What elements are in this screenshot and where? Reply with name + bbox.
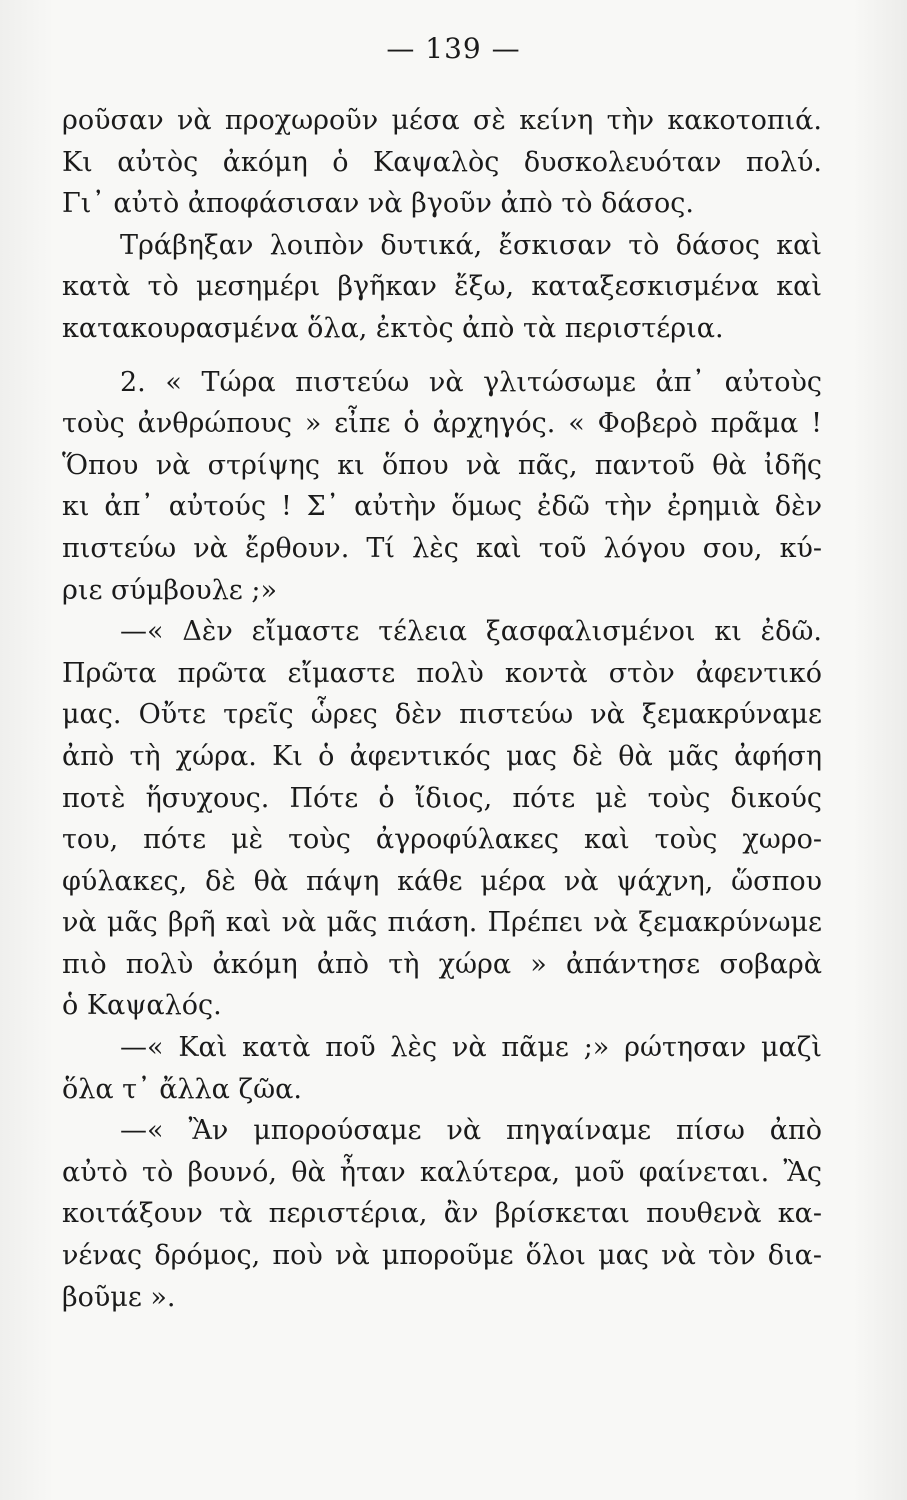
- text-line: Ὅπου νὰ στρίψης κι ὅπου νὰ πᾶς, παντοῦ θὰ ἰδῆς: [62, 449, 822, 481]
- text-line: 2. « Τώρα πιστεύω νὰ γλιτώσωμε ἀπ᾽ αὐτοὺς: [120, 366, 822, 398]
- text-line: ὅλα τ᾽ ἄλλα ζῶα.: [62, 1073, 302, 1105]
- text-line: ροῦσαν νὰ προχωροῦν μέσα σὲ κείνη τὴν κακοτοπιά.: [62, 105, 822, 136]
- text-line: —« Ἂν μπορούσαμε νὰ πηγαίναμε πίσω ἀπὸ: [120, 1115, 822, 1147]
- text-line: αὐτὸ τὸ βουνό, θὰ ἦταν καλύτερα, μοῦ φαίνεται. Ἂς: [62, 1156, 822, 1188]
- text-line: πιστεύω νὰ ἔρθουν. Τί λὲς καὶ τοῦ λόγου σου, κύ-: [62, 532, 822, 564]
- text-line: —« Καὶ κατὰ ποῦ λὲς νὰ πᾶμε ;» ρώτησαν μαζὶ: [120, 1032, 822, 1064]
- text-line: βοῦμε ».: [62, 1281, 176, 1313]
- text-line: ριε σύμβουλε ;»: [62, 574, 277, 606]
- text-line: κοιτάξουν τὰ περιστέρια, ἂν βρίσκεται πουθενὰ κα-: [62, 1198, 822, 1230]
- text-line: κι ἀπ᾽ αὐτούς ! Σ᾽ αὐτὴν ὅμως ἐδῶ τὴν ἐρημιὰ δὲν: [62, 491, 822, 523]
- text-line: Τράβηξαν λοιπὸν δυτικά, ἔσκισαν τὸ δάσος καὶ: [120, 229, 822, 261]
- text-line: κατακουρασμένα ὅλα, ἐκτὸς ἀπὸ τὰ περιστέρια.: [62, 312, 724, 344]
- text-line: Πρῶτα πρῶτα εἴμαστε πολὺ κοντὰ στὸν ἀφεντικό: [62, 657, 822, 689]
- text-line: κατὰ τὸ μεσημέρι βγῆκαν ἔξω, καταξεσκισμένα καὶ: [62, 271, 822, 303]
- text-line: φύλακες, δὲ θὰ πάψη κάθε μέρα νὰ ψάχνη, ὥσπου: [62, 865, 822, 897]
- text-line: Γι᾽ αὐτὸ ἀποφάσισαν νὰ βγοῦν ἀπὸ τὸ δάσος.: [62, 188, 694, 220]
- text-line: ὁ Καψαλός.: [62, 990, 222, 1022]
- text-line: νένας δρόμος, ποὺ νὰ μποροῦμε ὅλοι μας νὰ τὸν δια-: [62, 1240, 822, 1272]
- text-line: μας. Οὔτε τρεῖς ὧρες δὲν πιστεύω νὰ ξεμακρύναμε: [62, 699, 822, 731]
- text-line: —« Δὲν εἴμαστε τέλεια ξασφαλισμένοι κι ἐδῶ.: [120, 616, 822, 648]
- text-line: του, πότε μὲ τοὺς ἀγροφύλακες καὶ τοὺς χωρο-: [62, 824, 822, 856]
- text-line: νὰ μᾶς βρῆ καὶ νὰ μᾶς πιάση. Πρέπει νὰ ξεμακρύνωμε: [62, 907, 822, 939]
- body-text: [62, 100, 822, 1318]
- text-line: ἀπὸ τὴ χώρα. Κι ὁ ἀφεντικός μας δὲ θὰ μᾶς ἀφήση: [62, 740, 822, 772]
- page-number: — 139 —: [386, 32, 521, 65]
- text-line: Κι αὐτὸς ἀκόμη ὁ Καψαλὸς δυσκολευόταν πολύ.: [62, 146, 822, 178]
- text-line: ποτὲ ἥσυχους. Πότε ὁ ἴδιος, πότε μὲ τοὺς δικούς: [62, 782, 822, 814]
- text-line: τοὺς ἀνθρώπους » εἶπε ὁ ἀρχηγός. « Φοβερὸ πρᾶμα !: [62, 408, 822, 440]
- text-line: πιὸ πολὺ ἀκόμη ἀπὸ τὴ χώρα » ἀπάντησε σοβαρὰ: [62, 948, 822, 980]
